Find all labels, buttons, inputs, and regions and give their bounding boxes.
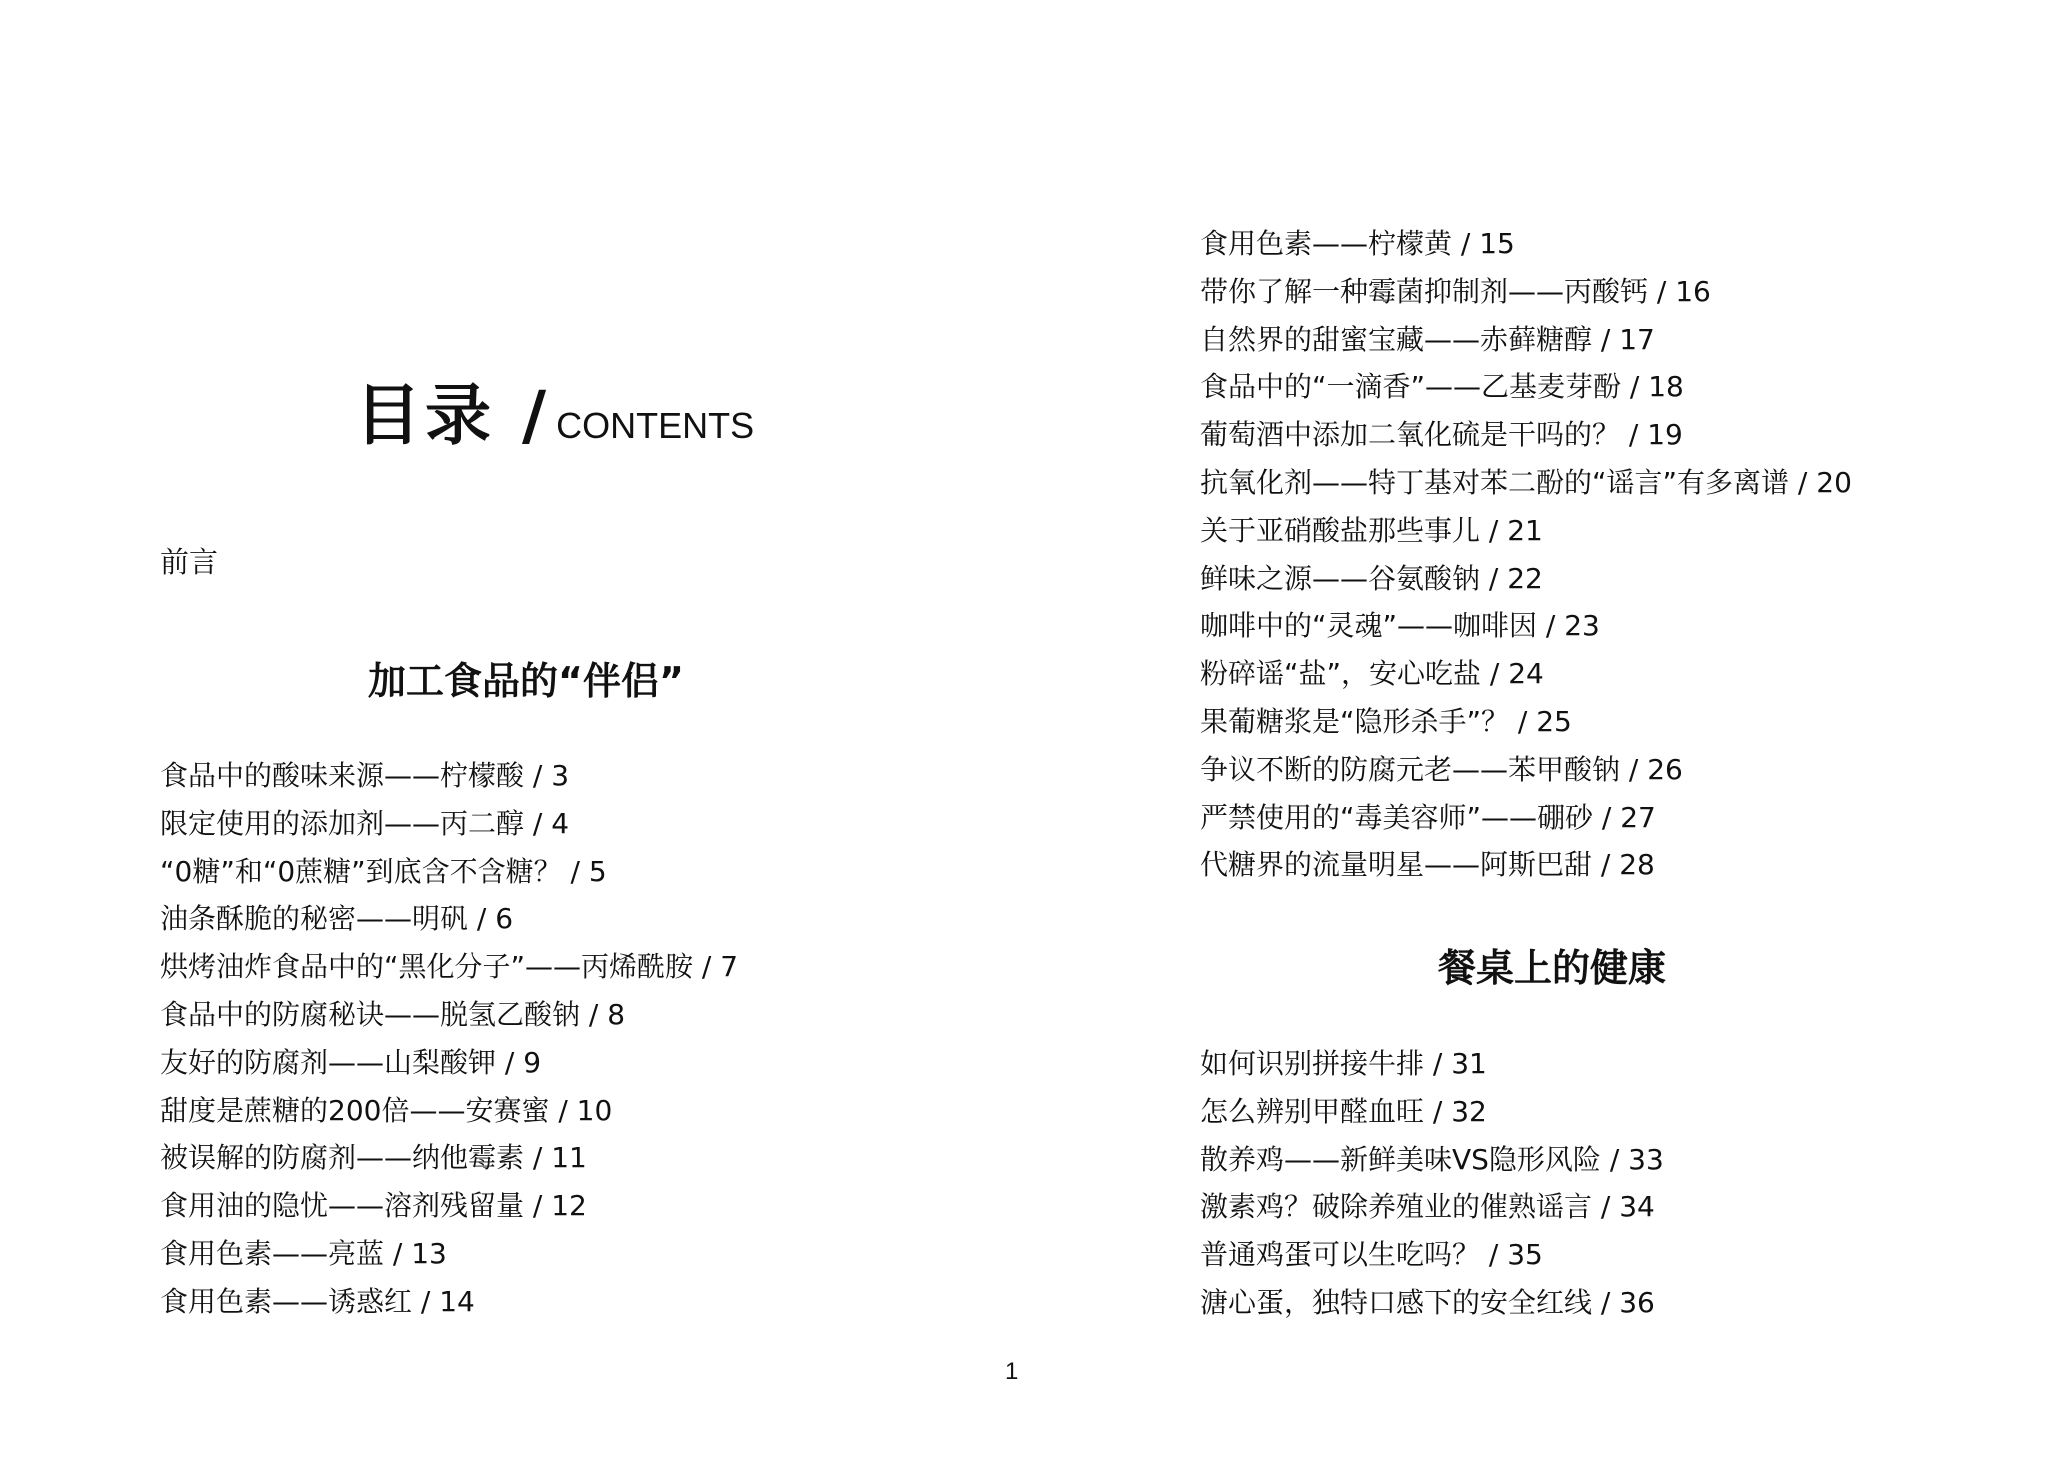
toc-entry[interactable]: 油条酥脆的秘密——明矾 / 6 — [160, 902, 514, 936]
toc-entry[interactable]: 咖啡中的“灵魂”——咖啡因 / 23 — [1200, 609, 1600, 643]
toc-entry[interactable]: 关于亚硝酸盐那些事儿 / 21 — [1200, 513, 1543, 547]
page-title-zh: 目录 / — [355, 377, 551, 454]
toc-entry[interactable]: 限定使用的添加剂——丙二醇 / 4 — [160, 806, 570, 840]
page-number: 1 — [1005, 1358, 1019, 1385]
toc-entry[interactable]: 自然界的甜蜜宝藏——赤藓糖醇 / 17 — [1200, 322, 1655, 356]
toc-entry[interactable]: 抗氧化剂——特丁基对苯二酚的“谣言”有多离谱 / 20 — [1200, 465, 1852, 499]
toc-entry[interactable]: 怎么辨别甲醛血旺 / 32 — [1200, 1094, 1487, 1128]
toc-entry[interactable]: 食用色素——柠檬黄 / 15 — [1200, 227, 1515, 260]
toc-entry[interactable]: 葡萄酒中添加二氧化硫是干吗的？ / 19 — [1200, 418, 1683, 452]
toc-entry[interactable]: 散养鸡——新鲜美味VS隐形风险 / 33 — [1200, 1142, 1664, 1176]
toc-entry[interactable]: “0糖”和“0蔗糖”到底含不含糖？ / 5 — [160, 854, 607, 888]
toc-entry[interactable]: 食用油的隐忧——溶剂残留量 / 12 — [160, 1189, 587, 1223]
toc-entry[interactable]: 被误解的防腐剂——纳他霉素 / 11 — [160, 1141, 587, 1175]
page-title-en: CONTENTS — [556, 405, 755, 446]
toc-entry[interactable]: 食品中的“一滴香”——乙基麦芽酚 / 18 — [1200, 370, 1684, 404]
section-heading: 餐桌上的健康 — [1438, 946, 1667, 990]
toc-entry[interactable]: 代糖界的流量明星——阿斯巴甜 / 28 — [1200, 848, 1655, 882]
toc-entry[interactable]: 烘烤油炸食品中的“黑化分子”——丙烯酰胺 / 7 — [160, 950, 739, 984]
toc-entry[interactable]: 食用色素——亮蓝 / 13 — [160, 1236, 447, 1270]
toc-entry[interactable]: 如何识别拼接牛排 / 31 — [1200, 1047, 1487, 1080]
toc-entry[interactable]: 食用色素——诱惑红 / 14 — [160, 1284, 475, 1318]
toc-entry[interactable]: 粉碎谣“盐”，安心吃盐 / 24 — [1200, 657, 1544, 691]
toc-entry[interactable]: 溏心蛋，独特口感下的安全红线 / 36 — [1200, 1285, 1655, 1319]
toc-entry[interactable]: 严禁使用的“毒美容师”——硼砂 / 27 — [1200, 800, 1656, 834]
toc-entry-preface[interactable]: 前言 — [160, 545, 219, 579]
toc-list-right-bottom — [1200, 1040, 1664, 1327]
toc-entry[interactable]: 友好的防腐剂——山梨酸钾 / 9 — [160, 1045, 542, 1079]
toc-entry[interactable]: 食品中的防腐秘诀——脱氢乙酸钠 / 8 — [160, 997, 626, 1031]
toc-entry[interactable]: 带你了解一种霉菌抑制剂——丙酸钙 / 16 — [1200, 274, 1711, 308]
toc-entry[interactable]: 争议不断的防腐元老——苯甲酸钠 / 26 — [1200, 752, 1683, 786]
section-heading: 加工食品的“伴侣” — [368, 659, 684, 703]
toc-entry[interactable]: 鲜味之源——谷氨酸钠 / 22 — [1200, 561, 1543, 595]
toc-list-right-top — [1200, 220, 1852, 889]
page-title — [355, 362, 754, 457]
toc-entry[interactable]: 食品中的酸味来源——柠檬酸 / 3 — [160, 759, 570, 792]
toc-entry[interactable]: 甜度是蔗糖的200倍——安赛蜜 / 10 — [160, 1093, 613, 1127]
toc-list-left — [160, 752, 738, 1326]
toc-entry[interactable]: 激素鸡？破除养殖业的催熟谣言 / 34 — [1200, 1190, 1655, 1224]
toc-entry[interactable]: 普通鸡蛋可以生吃吗？ / 35 — [1200, 1238, 1543, 1272]
toc-entry[interactable]: 果葡糖浆是“隐形杀手”？ / 25 — [1200, 704, 1572, 738]
